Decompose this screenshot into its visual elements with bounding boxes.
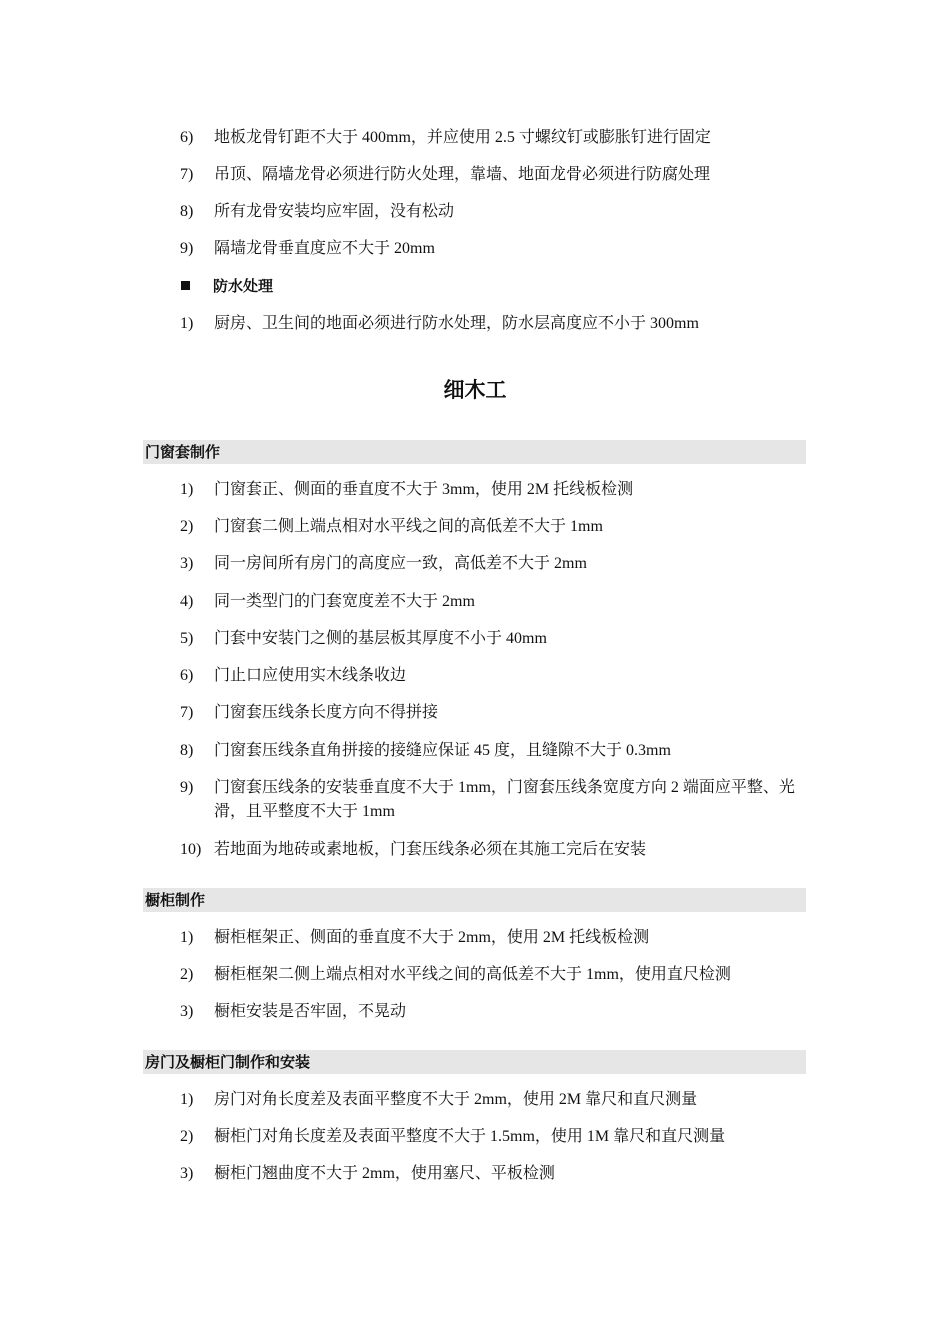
section-heading-cabinet: 橱柜制作 xyxy=(143,888,806,912)
list-item-text: 隔墙龙骨垂直度应不大于 20mm xyxy=(214,240,435,257)
list-item-number: 8) xyxy=(180,203,194,220)
list-item xyxy=(180,312,810,336)
list-item-number: 2) xyxy=(180,1128,194,1145)
list-item-text: 橱柜安装是否牢固，不晃动 xyxy=(214,1003,407,1020)
list-item-text: 门窗套压线条的安装垂直度不大于 1mm，门窗套压线条宽度方向 2 端面应平整、光滑，且平整度不大于 1mm xyxy=(214,779,795,820)
list-item xyxy=(180,776,810,824)
section-heading-door-window: 门窗套制作 xyxy=(143,440,806,464)
list-item-text: 地板龙骨钉距不大于 400mm，并应使用 2.5 寸螺纹钉或膨胀钉进行固定 xyxy=(214,129,711,146)
list-item xyxy=(180,1088,810,1112)
list-item-number: 1) xyxy=(180,315,194,332)
list-item-text: 门窗套压线条长度方向不得拼接 xyxy=(214,704,439,721)
list-item-text: 房门对角长度差及表面平整度不大于 2mm，使用 2M 靠尺和直尺测量 xyxy=(214,1091,698,1108)
waterproof-heading-text: 防水处理 xyxy=(213,278,274,295)
list-item xyxy=(180,701,810,725)
list-item xyxy=(180,739,810,763)
section-heading-doors: 房门及橱柜门制作和安装 xyxy=(143,1050,806,1074)
list-item-number: 9) xyxy=(180,779,194,796)
list-item-number: 2) xyxy=(180,966,194,983)
list-item-text: 门窗套压线条直角拼接的接缝应保证 45 度，且缝隙不大于 0.3mm xyxy=(214,742,671,759)
list-item-text: 橱柜门翘曲度不大于 2mm，使用塞尺、平板检测 xyxy=(214,1165,555,1182)
list-item xyxy=(180,200,810,224)
list-item-text: 同一房间所有房门的高度应一致，高低差不大于 2mm xyxy=(214,555,587,572)
square-bullet-icon xyxy=(181,281,190,290)
list-item xyxy=(180,926,810,950)
list-item-text: 所有龙骨安装均应牢固，没有松动 xyxy=(214,203,455,220)
list-item-number: 6) xyxy=(180,129,194,146)
list-item xyxy=(180,126,810,150)
list-item xyxy=(180,1162,810,1186)
list-item-text: 同一类型门的门套宽度差不大于 2mm xyxy=(214,593,475,610)
list-item-number: 4) xyxy=(180,593,194,610)
list-item xyxy=(180,590,810,614)
list-item-number: 9) xyxy=(180,240,194,257)
list-item-number: 10) xyxy=(180,841,202,858)
waterproof-heading xyxy=(181,275,273,299)
list-item xyxy=(180,1000,810,1024)
list-item xyxy=(180,163,810,187)
list-item xyxy=(180,963,810,987)
list-item-text: 门窗套正、侧面的垂直度不大于 3mm，使用 2M 托线板检测 xyxy=(214,481,634,498)
list-item-number: 6) xyxy=(180,667,194,684)
list-item-text: 吊顶、隔墙龙骨必须进行防火处理，靠墙、地面龙骨必须进行防腐处理 xyxy=(214,166,711,183)
list-item-number: 5) xyxy=(180,630,194,647)
list-item xyxy=(180,515,810,539)
list-item-text: 厨房、卫生间的地面必须进行防水处理，防水层高度应不小于 300mm xyxy=(214,315,699,332)
list-item-number: 1) xyxy=(180,1091,194,1108)
list-item-text: 橱柜门对角长度差及表面平整度不大于 1.5mm，使用 1M 靠尺和直尺测量 xyxy=(214,1128,726,1145)
list-item-number: 2) xyxy=(180,518,194,535)
list-item-text: 门套中安装门之侧的基层板其厚度不小于 40mm xyxy=(214,630,547,647)
page-title: 细木工 xyxy=(443,378,507,402)
list-item-number: 3) xyxy=(180,1003,194,1020)
list-item-text: 橱柜框架正、侧面的垂直度不大于 2mm，使用 2M 托线板检测 xyxy=(214,929,650,946)
list-item-number: 7) xyxy=(180,704,194,721)
list-item xyxy=(180,627,810,651)
list-item-text: 门止口应使用实木线条收边 xyxy=(214,667,407,684)
list-item xyxy=(180,478,810,502)
list-item-text: 若地面为地砖或素地板，门套压线条必须在其施工完后在安装 xyxy=(214,841,647,858)
list-item xyxy=(180,838,810,862)
list-item-text: 门窗套二侧上端点相对水平线之间的高低差不大于 1mm xyxy=(214,518,603,535)
list-item-number: 3) xyxy=(180,555,194,572)
list-item xyxy=(180,1125,810,1149)
list-item-number: 8) xyxy=(180,742,194,759)
list-item xyxy=(180,664,810,688)
list-item xyxy=(180,237,810,261)
list-item xyxy=(180,552,810,576)
list-item-text: 橱柜框架二侧上端点相对水平线之间的高低差不大于 1mm，使用直尺检测 xyxy=(214,966,731,983)
list-item-number: 1) xyxy=(180,929,194,946)
list-item-number: 7) xyxy=(180,166,194,183)
list-item-number: 1) xyxy=(180,481,194,498)
list-item-number: 3) xyxy=(180,1165,194,1182)
